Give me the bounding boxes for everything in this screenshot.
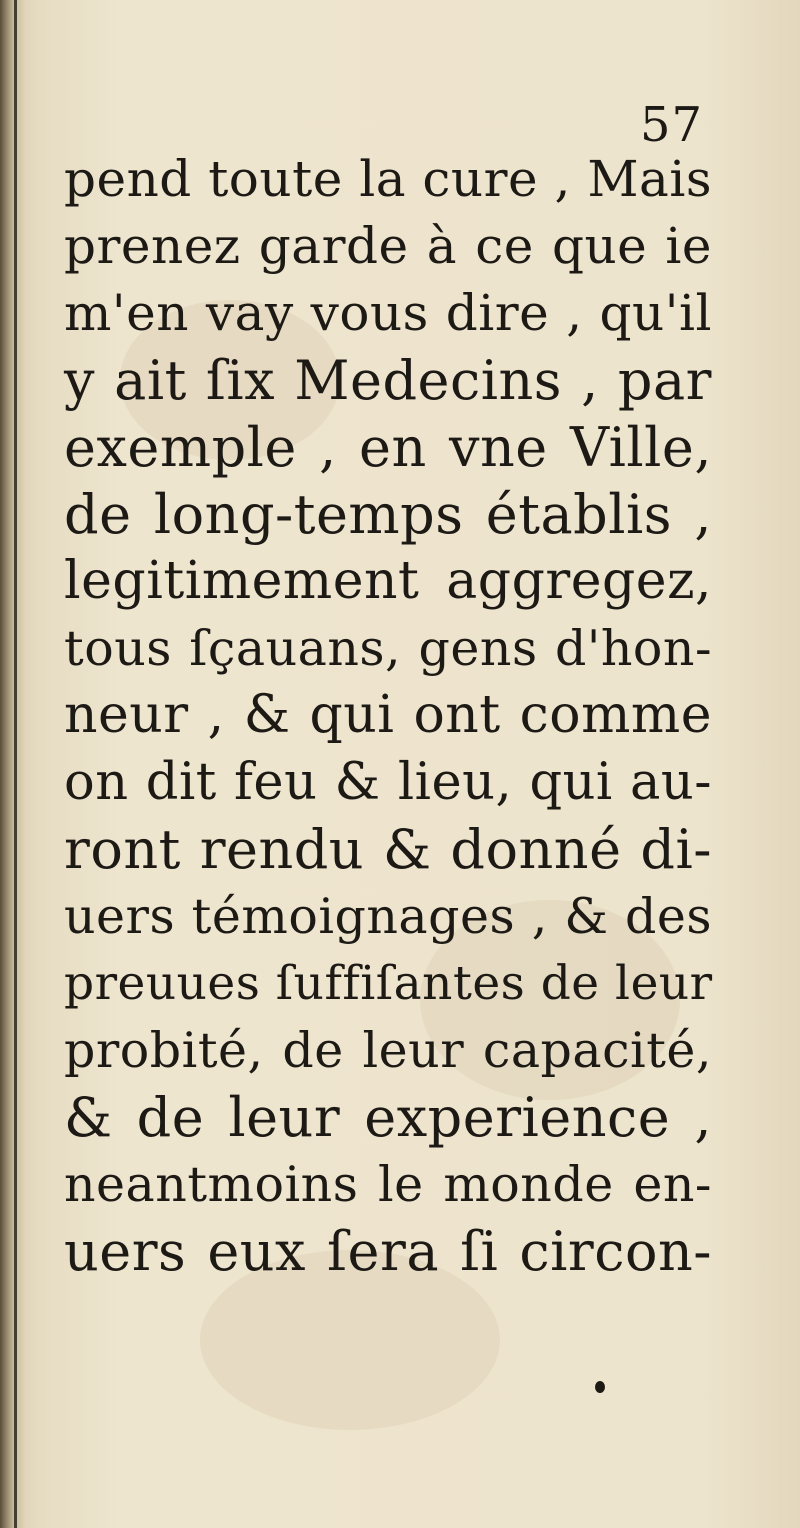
text-line: ront rendu & donné di- [64,818,712,881]
text-line: preuues ſuffiſantes de leur [64,956,713,1011]
text-line: pend toute la cure , Mais [64,150,712,208]
text-line: uers témoignages , & des [64,888,712,945]
ink-dot [595,1381,605,1393]
page-gutter-line [14,0,17,1528]
text-line: neur , & qui ont comme [64,685,712,745]
page-number: 57 [640,97,704,153]
text-line: legitimement aggregez, [64,551,712,611]
text-line: m'en vay vous dire , qu'il [64,284,712,342]
text-line: tous ſçauans, gens d'hon- [64,620,712,677]
text-line: & de leur experience , [64,1086,712,1149]
text-line: prenez garde à ce que ie [64,217,712,275]
body-text [64,146,712,1285]
text-line: de long-temps établis , [64,483,712,546]
text-line: neantmoins le monde en- [64,1156,712,1213]
text-line: on dit feu & lieu, qui au- [64,753,712,812]
text-line: probité, de leur capacité, [64,1022,712,1079]
text-line: exemple , en vne Ville, [64,416,712,479]
text-line: uers eux ſera ſi circon- [64,1220,712,1283]
page-binding-edge [0,0,26,1528]
text-line: y ait ſix Medecins , par [64,349,712,412]
